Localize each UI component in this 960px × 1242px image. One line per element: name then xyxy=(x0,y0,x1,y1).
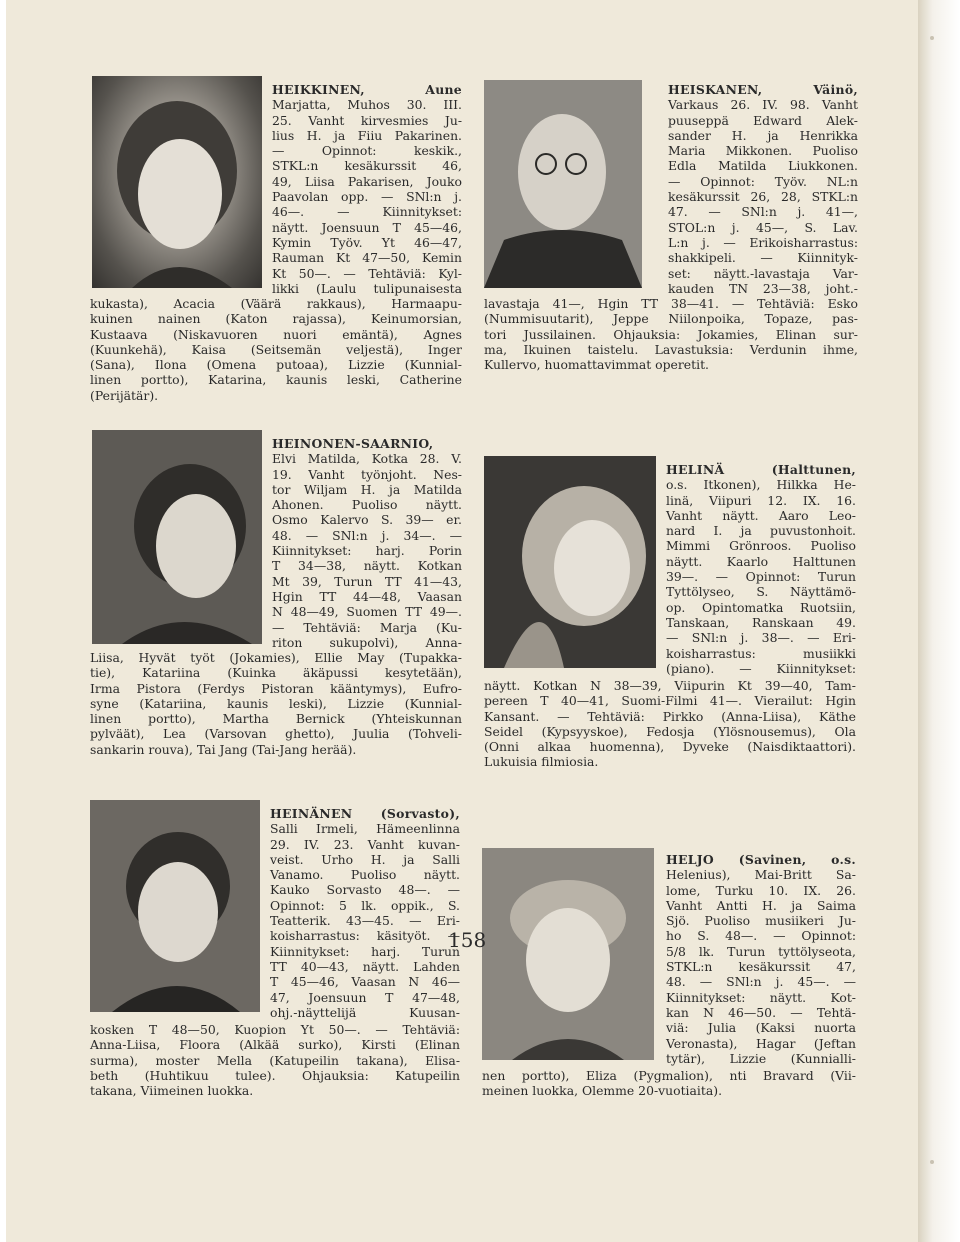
text-line: kauden TN 23—38, joht.- xyxy=(668,280,858,296)
text-line: — SNl:n j. 38—. — Eri- xyxy=(666,630,856,646)
entry-name-line: HELINÄ (Halttunen, xyxy=(666,462,856,477)
entry-name-line: HEIKKINEN, Aune xyxy=(272,82,462,97)
portrait-photo xyxy=(482,848,654,1060)
text-line: — Opinnot: Työv. NL:n xyxy=(668,173,858,189)
portrait-photo xyxy=(92,430,262,644)
text-line: Maria Mikkonen. Puoliso xyxy=(668,143,858,159)
text-line: beth (Huhtikuu tulee). Ohjauksia: Katupeilin xyxy=(90,1067,460,1083)
entry-name-line: HELJO (Savinen, o.s. xyxy=(666,852,856,867)
text-line: 46—. — Kiinnitykset: xyxy=(272,204,462,220)
text-line: Kansant. — Tehtäviä: Pirkko (Anna-Liisa), Käthe xyxy=(484,708,856,724)
text-line: T 34—38, näytt. Kotkan xyxy=(272,558,462,574)
text-line: (Sana), Ilona (Omena putoaa), Lizzie (Kunnial- xyxy=(90,357,462,373)
text-line: Kt 50—. — Tehtäviä: Kyl- xyxy=(272,265,462,281)
text-line: Tanskaan, Ranskaan 49. xyxy=(666,614,856,630)
text-line: Helenius), Mai-Britt Sa- xyxy=(666,867,856,883)
portrait-woman-icon xyxy=(92,430,262,644)
text-line: surma), moster Mella (Katupeilin takana), Elisa- xyxy=(90,1052,460,1068)
text-line: kosken T 48—50, Kuopion Yt 50—. — Tehtäviä: xyxy=(90,1022,460,1037)
text-line: set: näytt.-lavastaja Var- xyxy=(668,265,858,281)
text-line: ohj.-näyttelijä Kuusan- xyxy=(270,1004,460,1020)
text-line: STKL:n kesäkurssit 46, xyxy=(272,158,462,174)
text-line: Anna-Liisa, Floora (Alkää surko), Kirsti (Elinan xyxy=(90,1037,460,1053)
text-line: STKL:n kesäkurssit 47, xyxy=(666,959,856,975)
text-line: TT 40—43, näytt. Lahden xyxy=(270,958,460,974)
text-line: Kymin Työv. Yt 46—47, xyxy=(272,234,462,250)
text-line: linä, Viipuri 12. IX. 16. xyxy=(666,492,856,508)
text-line: sankarin rouva), Tai Jang (Tai-Jang herää). xyxy=(90,741,357,757)
text-line: Paavolan opp. — SNl:n j. xyxy=(272,189,462,205)
entry-bottom-text xyxy=(484,678,856,770)
portrait-photo xyxy=(484,456,656,668)
text-line: Elvi Matilda, Kotka 28. V. xyxy=(272,451,462,467)
text-line: Veronasta), Hagar (Jeftan xyxy=(666,1035,856,1051)
text-line: kuinen nainen (Katon rajassa), Keinumorsian, xyxy=(90,311,462,327)
text-line: ho S. 48—. — Opinnot: xyxy=(666,928,856,944)
text-line: 48. — SNl:n j. 34—. — xyxy=(272,527,462,543)
entry-top-text xyxy=(666,852,856,1066)
text-line: Seidel (Kypsyyskoe), Fedosja (Ylösnousemus), Ola xyxy=(484,723,856,739)
text-line: Kiinnitykset: harj. Turun xyxy=(270,943,460,959)
text-line: näytt. Joensuun T 45—46, xyxy=(272,219,462,235)
text-line: Salli Irmeli, Hämeenlinna xyxy=(270,821,460,837)
text-line: puuseppä Edward Alek- xyxy=(668,112,858,128)
text-line: takana, Viimeinen luokka. xyxy=(90,1083,254,1099)
entry-top-text xyxy=(666,462,856,676)
text-line: tor Wiljam H. ja Matilda xyxy=(272,481,462,497)
entry-bottom-text xyxy=(90,296,462,403)
portrait-photo xyxy=(484,80,642,288)
portrait-photo xyxy=(90,800,260,1012)
binding-gutter xyxy=(918,0,960,1242)
portrait-woman-icon xyxy=(90,800,260,1012)
text-line: Lukuisia filmiosia. xyxy=(484,754,599,770)
text-line: kukasta), Acacia (Väärä rakkaus), Harmaapu- xyxy=(90,296,462,311)
entry-bottom-text xyxy=(90,650,462,757)
text-line: (Onni alkaa huomenna), Dyveke (Naisdiktaattori). xyxy=(484,739,856,755)
text-line: L:n j. — Erikoisharrastus: xyxy=(668,234,858,250)
text-line: N 48—49, Suomen TT 49—. xyxy=(272,604,462,620)
text-line: Tyttölyseo, S. Näyttämö- xyxy=(666,584,856,600)
text-line: likki (Laulu tulipunaisesta xyxy=(272,280,462,296)
text-line: Teatterik. 43—45. — Eri- xyxy=(270,913,460,929)
text-line: 49, Liisa Pakarisen, Jouko xyxy=(272,173,462,189)
text-line: 5/8 lk. Turun tyttölyseota, xyxy=(666,943,856,959)
text-line: op. Opintomatka Ruotsiin, xyxy=(666,599,856,615)
text-line: tytär), Lizzie (Kunnialli- xyxy=(666,1050,856,1066)
text-line: Kustaava (Niskavuoren nuori emäntä), Agnes xyxy=(90,326,462,342)
entry-name-line: HEINONEN-SAARNIO, xyxy=(272,436,434,451)
portrait-woman-icon xyxy=(484,456,656,668)
text-line: 29. IV. 23. Vanht kuvan- xyxy=(270,836,460,852)
portrait-man-icon xyxy=(484,80,642,288)
entry-top-text xyxy=(272,436,462,650)
text-line: shakkipeli. — Kiinnityk- xyxy=(668,250,858,266)
text-line: Marjatta, Muhos 30. III. xyxy=(272,97,462,113)
text-line: lius H. ja Fiiu Pakarinen. xyxy=(272,127,462,143)
text-line: (Perijätär). xyxy=(90,387,159,403)
text-line: Kullervo, huomattavimmat operetit. xyxy=(484,357,709,373)
text-line: syne (Katariina, kaunis leski), Lizzie (Kunnial- xyxy=(90,695,462,711)
text-line: linen portto), Martha Bernick (Yhteiskunnan xyxy=(90,711,462,727)
text-line: Mt 39, Turun TT 41—43, xyxy=(272,573,462,589)
entry-bottom-text xyxy=(484,296,858,372)
entry-top-text xyxy=(270,806,460,1020)
text-line: viä: Julia (Kaksi nuorta xyxy=(666,1020,856,1036)
text-line: (Nummisuutarit), Jeppe Niilonpoika, Topaze, pas- xyxy=(484,311,858,327)
entry-name-line: HEISKANEN, Väinö, xyxy=(668,82,858,97)
text-line: Osmo Kalervo S. 39— er. xyxy=(272,512,462,528)
text-line: 47. — SNl:n j. 41—, xyxy=(668,204,858,220)
text-line: Edla Matilda Liukkonen. xyxy=(668,158,858,174)
text-line: riton sukupolvi), Anna- xyxy=(272,634,462,650)
text-line: koisharrastus: käsityöt. — xyxy=(270,928,460,944)
text-line: (piano). — Kiinnitykset: xyxy=(666,660,856,676)
page-number: 158 xyxy=(448,928,487,952)
text-line: Sjö. Puoliso musiikeri Ju- xyxy=(666,913,856,929)
text-line: Vanht Antti H. ja Saima xyxy=(666,897,856,913)
text-line: kesäkurssit 26, 28, STKL:n xyxy=(668,189,858,205)
text-line: 47, Joensuun T 47—48, xyxy=(270,989,460,1005)
text-line: — Opinnot: keskik., xyxy=(272,143,462,159)
text-line: Kiinnitykset: näytt. Kot- xyxy=(666,989,856,1005)
text-line: nen portto), Eliza (Pygmalion), nti Bravard (Vii- xyxy=(482,1068,856,1083)
text-line: 39—. — Opinnot: Turun xyxy=(666,569,856,585)
entry-top-text xyxy=(272,82,462,296)
entry-top-text xyxy=(668,82,858,296)
text-line: — Tehtäviä: Marja (Ku- xyxy=(272,619,462,635)
portrait-woman-icon xyxy=(482,848,654,1060)
text-line: tori Jussilainen. Ohjauksia: Jokamies, Elinan sur- xyxy=(484,326,858,342)
text-line: 48. — SNl:n j. 45—. — xyxy=(666,974,856,990)
text-line: Ahonen. Puoliso näytt. xyxy=(272,497,462,513)
text-line: STOL:n j. 45—, S. Lav. xyxy=(668,219,858,235)
text-line: Hgin TT 44—48, Vaasan xyxy=(272,588,462,604)
portrait-photo xyxy=(92,76,262,288)
text-line: nard I. ja puvustonhoit. xyxy=(666,523,856,539)
text-line: ma, Ikuinen taistelu. Lavastuksia: Verdunin ihme, xyxy=(484,341,858,357)
text-line: Mimmi Grönroos. Puoliso xyxy=(666,538,856,554)
text-line: 19. Vanht työnjoht. Nes- xyxy=(272,466,462,482)
text-line: näytt. Kaarlo Halttunen xyxy=(666,553,856,569)
text-line: veist. Urho H. ja Salli xyxy=(270,851,460,867)
text-line: lome, Turku 10. IX. 26. xyxy=(666,882,856,898)
text-line: koisharrastus: musiikki xyxy=(666,645,856,661)
text-line: Rauman Kt 47—50, Kemin xyxy=(272,250,462,266)
text-line: Liisa, Hyvät työt (Jokamies), Ellie May (Tupakka- xyxy=(90,650,462,665)
spine-mark xyxy=(930,36,934,40)
text-line: Varkaus 26. IV. 98. Vanht xyxy=(668,97,858,113)
text-line: pereen T 40—41, Suomi-Filmi 41—. Vierailut: Hgin xyxy=(484,693,856,709)
text-line: Irma Pistora (Ferdys Pistoran kääntymys), Eufro- xyxy=(90,680,462,696)
text-line: o.s. Itkonen), Hilkka He- xyxy=(666,477,856,493)
text-line: linen portto), Katarina, kaunis leski, Catherine xyxy=(90,372,462,388)
text-line: Vanht näytt. Aaro Leo- xyxy=(666,507,856,523)
text-line: T 45—46, Vaasan N 46— xyxy=(270,974,460,990)
entry-bottom-text xyxy=(482,1068,856,1099)
text-line: Vanamo. Puoliso näytt. xyxy=(270,867,460,883)
text-line: lavastaja 41—, Hgin TT 38—41. — Tehtäviä: Esko xyxy=(484,296,858,311)
text-line: 25. Vanht kirvesmies Ju- xyxy=(272,112,462,128)
entry-name-line: HEINÄNEN (Sorvasto), xyxy=(270,806,460,821)
text-line: Kiinnitykset: harj. Porin xyxy=(272,543,462,559)
text-line: sander H. ja Henrikka xyxy=(668,127,858,143)
portrait-woman-icon xyxy=(92,76,262,288)
text-line: pylväät), Lea (Varsovan ghetto), Juulia (Tohveli- xyxy=(90,726,462,742)
entry-bottom-text xyxy=(90,1022,460,1098)
text-line: Opinnot: 5 lk. oppik., S. xyxy=(270,897,460,913)
text-line: tie), Katariina (Kuinka äkäpussi kesytetään), xyxy=(90,665,462,681)
text-line: Kauko Sorvasto 48—. — xyxy=(270,882,460,898)
text-line: näytt. Kotkan N 38—39, Viipurin Kt 39—40, Tam- xyxy=(484,678,856,693)
spine-mark xyxy=(930,1160,934,1164)
text-line: kan N 46—50. — Tehtä- xyxy=(666,1004,856,1020)
text-line: (Kuunkehä), Kaisa (Seitsemän veljestä), Inger xyxy=(90,341,462,357)
text-line: meinen luokka, Olemme 20-vuotiaita). xyxy=(482,1083,723,1099)
